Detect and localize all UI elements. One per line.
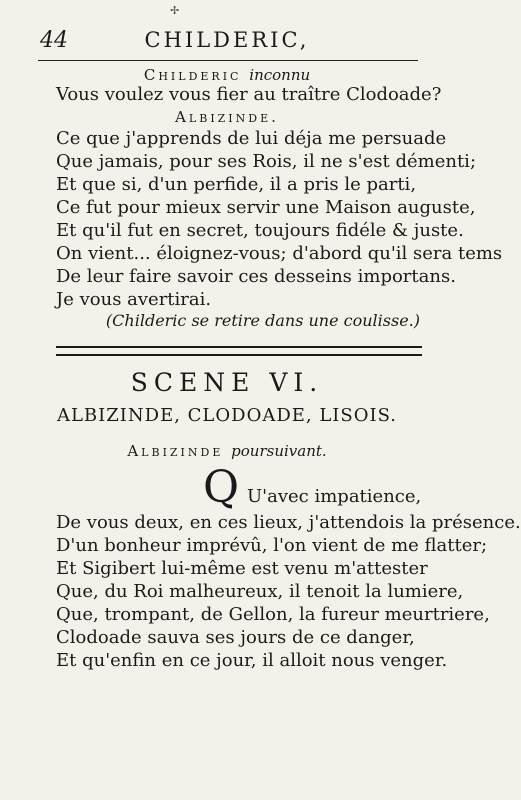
speaker-name: Childeric [143, 66, 242, 84]
verse-line: De vous deux, en ces lieux, j'attendois la présence. [56, 512, 521, 533]
verse-line: Et qu'enfin en ce jour, il alloit nous venger. [56, 650, 448, 671]
speaker-heading [0, 108, 454, 126]
verse-line: Et Sigibert lui-même est venu m'attester [56, 558, 428, 579]
scene-title: SCENE VI. [130, 368, 324, 397]
verse-line: Je vous avertirai. [56, 289, 212, 310]
speaker-name: Albizinde. [175, 108, 279, 126]
drop-cap: Q [203, 462, 240, 513]
speaker-direction: inconnu [249, 66, 311, 84]
verse-line: On vient... éloignez-vous; d'abord qu'il sera tems [56, 243, 503, 264]
ornament-icon: ✢ [170, 4, 180, 17]
verse-line: Vous voulez vous fier au traître Clodoade? [56, 84, 442, 105]
speaker-name: Albizinde [127, 442, 224, 460]
running-title: CHILDERIC, [144, 28, 310, 52]
verse-line: Que jamais, pour ses Rois, il ne s'est démenti; [56, 151, 477, 172]
header-rule [38, 60, 418, 61]
speaker-heading [0, 442, 454, 460]
verse-line: D'un bonheur imprévû, l'on vient de me flatter; [56, 535, 488, 556]
verse-line: Que, du Roi malheureux, il tenoit la lumiere, [56, 581, 464, 602]
speaker-heading [0, 66, 454, 84]
stage-direction: (Childeric se retire dans une coulisse.) [105, 311, 420, 330]
page-number: 44 [40, 28, 68, 53]
verse-line: Que, trompant, de Gellon, la fureur meurtriere, [56, 604, 490, 625]
speaker-direction: poursuivant. [231, 442, 327, 460]
verse-line: Ce que j'apprends de lui déja me persuade [56, 128, 447, 149]
verse-line: Et qu'il fut en secret, toujours fidéle & juste. [56, 220, 464, 241]
verse-line: Et que si, d'un perfide, il a pris le parti, [56, 174, 417, 195]
verse-line: U'avec impatience, [247, 486, 422, 507]
verse-line: De leur faire savoir ces desseins importans. [56, 266, 456, 287]
scene-characters: ALBIZINDE, CLODOADE, LISOIS. [56, 405, 398, 426]
section-divider [56, 346, 422, 356]
verse-line: Ce fut pour mieux servir une Maison auguste, [56, 197, 476, 218]
verse-line: Clodoade sauva ses jours de ce danger, [56, 627, 415, 648]
